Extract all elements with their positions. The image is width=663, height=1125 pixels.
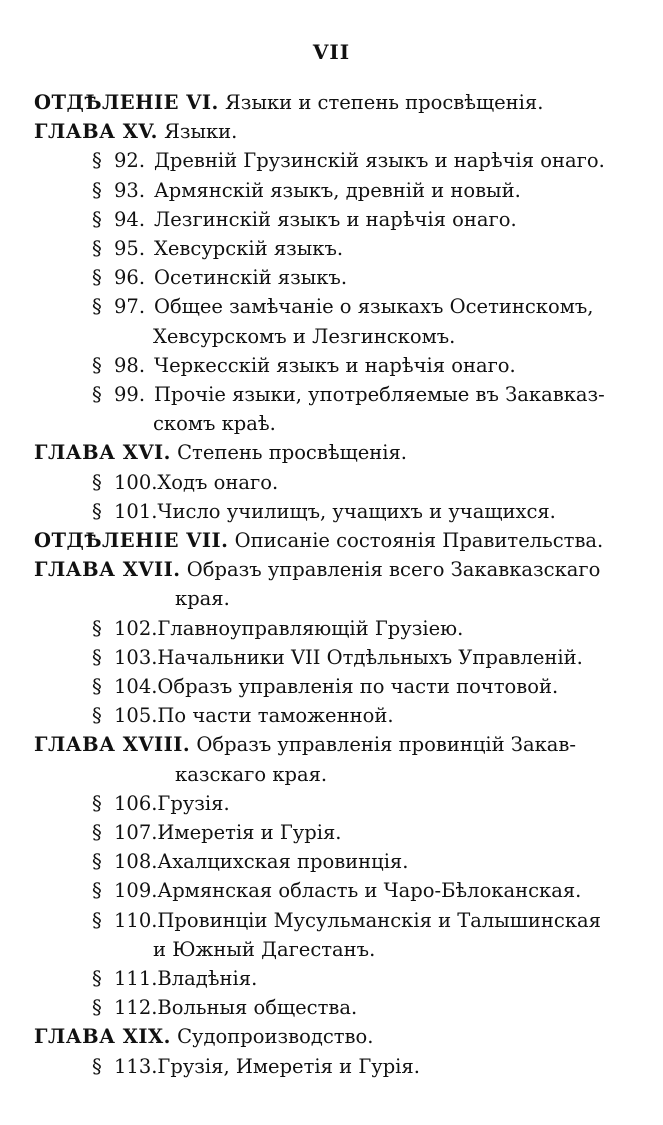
heading-line <box>0 526 663 555</box>
section-title: Владѣнія. <box>157 967 258 990</box>
section-line <box>0 876 663 905</box>
heading-line <box>0 438 663 467</box>
heading-label: ОТДѢЛЕНІЕ VI. <box>34 91 219 114</box>
heading-title: Языки. <box>157 120 238 144</box>
section-number: 98. <box>114 353 146 377</box>
heading-title: Описаніе состоянія Правительства. <box>228 529 604 552</box>
section-number: 94. <box>114 207 146 231</box>
continuation-text: казскаго края. <box>175 762 328 786</box>
section-line <box>0 497 663 526</box>
section-line <box>0 701 663 730</box>
continuation-text: скомъ краѣ. <box>153 412 276 436</box>
section-title: Вольныя общества. <box>157 996 358 1020</box>
section-line <box>0 847 663 876</box>
section-number: 109. <box>114 879 158 903</box>
section-symbol: § <box>92 645 102 669</box>
section-title: Грузія, Имеретія и Гурія. <box>157 1054 420 1078</box>
section-line <box>0 964 663 993</box>
section-symbol: § <box>92 295 102 319</box>
heading-line <box>0 555 663 584</box>
section-title: Черкесскій языкъ и нарѣчія онаго. <box>154 353 516 377</box>
section-number: 96. <box>114 266 146 290</box>
section-line <box>0 614 663 643</box>
section-symbol: § <box>92 908 102 932</box>
section-line <box>0 146 663 175</box>
section-title: По части таможенной. <box>157 704 394 728</box>
section-symbol: § <box>92 704 102 728</box>
section-line <box>0 292 663 321</box>
section-number: 99. <box>114 383 146 406</box>
continuation-line <box>0 409 663 438</box>
section-symbol: § <box>92 266 102 290</box>
section-title: Ходъ онаго. <box>157 470 279 494</box>
section-line <box>0 234 663 263</box>
section-line <box>0 263 663 292</box>
section-line <box>0 380 663 409</box>
heading-line <box>0 88 663 117</box>
heading-label: ГЛАВА XVII. <box>34 558 181 582</box>
section-symbol: § <box>92 353 102 377</box>
section-title: Осетинскій языкъ. <box>154 266 348 290</box>
section-line <box>0 205 663 234</box>
continuation-line <box>0 584 663 613</box>
continuation-text: края. <box>175 587 230 611</box>
section-number: 113. <box>114 1054 158 1078</box>
section-line <box>0 1052 663 1081</box>
section-title: Древній Грузинскій языкъ и нарѣчія онаго. <box>154 149 605 173</box>
continuation-text: и Южный Дагестанъ. <box>153 937 376 961</box>
section-symbol: § <box>92 791 102 815</box>
section-number: 92. <box>114 149 146 173</box>
section-number: 106. <box>114 791 158 815</box>
heading-title: Степень просвѣщенія. <box>170 441 407 465</box>
section-symbol: § <box>92 178 102 202</box>
section-title: Имеретія и Гурія. <box>157 821 342 844</box>
section-symbol: § <box>92 1054 102 1078</box>
section-symbol: § <box>92 996 102 1020</box>
section-title: Провинціи Мусульманскія и Талышинская <box>157 908 601 932</box>
section-title: Армянская область и Чаро-Бѣлоканская. <box>157 879 582 903</box>
section-number: 111. <box>114 967 158 990</box>
section-number: 97. <box>114 295 146 319</box>
heading-label: ГЛАВА XV. <box>34 120 158 144</box>
section-symbol: § <box>92 499 102 523</box>
heading-title: Языки и степень просвѣщенія. <box>218 91 544 114</box>
section-symbol: § <box>92 675 102 698</box>
section-symbol: § <box>92 470 102 494</box>
section-title: Грузія. <box>157 791 230 815</box>
section-line <box>0 468 663 497</box>
section-number: 112. <box>114 996 158 1020</box>
section-title: Главноуправляющій Грузіею. <box>157 616 464 640</box>
heading-title: Образъ управленія всего Закавказскаго <box>180 558 601 582</box>
section-line <box>0 351 663 380</box>
heading-line <box>0 730 663 759</box>
section-number: 100. <box>114 470 158 494</box>
continuation-line <box>0 760 663 789</box>
section-title: Начальники VII Отдѣльныхъ Управленій. <box>157 645 583 669</box>
heading-title: Образъ управленія провинцій Закав- <box>190 733 576 757</box>
heading-label: ГЛАВА XVIII. <box>34 733 191 757</box>
section-line <box>0 643 663 672</box>
section-number: 93. <box>114 178 146 202</box>
section-symbol: § <box>92 967 102 990</box>
section-symbol: § <box>92 237 102 260</box>
section-title: Хевсурскій языкъ. <box>154 237 344 260</box>
heading-line <box>0 117 663 146</box>
continuation-line <box>0 322 663 351</box>
section-title: Прочіе языки, употребляемые въ Закавказ- <box>154 383 605 406</box>
section-title: Общее замѣчаніе о языкахъ Осетинскомъ, <box>154 295 594 319</box>
section-title: Число училищъ, учащихъ и учащихся. <box>157 499 556 523</box>
section-symbol: § <box>92 149 102 173</box>
section-line <box>0 993 663 1022</box>
section-symbol: § <box>92 879 102 903</box>
section-symbol: § <box>92 821 102 844</box>
section-symbol: § <box>92 616 102 640</box>
page-number: VII <box>312 40 351 64</box>
section-title: Образъ управленія по части почтовой. <box>157 675 559 698</box>
section-line <box>0 906 663 935</box>
section-title: Армянскій языкъ, древній и новый. <box>154 178 521 202</box>
section-line <box>0 672 663 701</box>
heading-label: ГЛАВА XVI. <box>34 441 171 465</box>
section-line <box>0 818 663 847</box>
heading-line <box>0 1022 663 1051</box>
section-symbol: § <box>92 850 102 874</box>
section-number: 107. <box>114 821 158 844</box>
heading-label: ГЛАВА XIX. <box>34 1025 171 1049</box>
section-number: 104. <box>114 675 158 698</box>
section-number: 102. <box>114 616 158 640</box>
section-line <box>0 789 663 818</box>
section-number: 105. <box>114 704 158 728</box>
section-number: 110. <box>114 908 158 932</box>
section-number: 103. <box>114 645 158 669</box>
section-symbol: § <box>92 383 102 406</box>
section-number: 95. <box>114 237 146 260</box>
section-number: 101. <box>114 499 158 523</box>
continuation-text: Хевсурскомъ и Лезгинскомъ. <box>153 324 456 348</box>
section-title: Ахалцихская провинція. <box>157 850 409 874</box>
section-line <box>0 176 663 205</box>
heading-label: ОТДѢЛЕНІЕ VII. <box>34 529 229 552</box>
continuation-line <box>0 935 663 964</box>
section-number: 108. <box>114 850 158 874</box>
section-symbol: § <box>92 207 102 231</box>
heading-title: Судопроизводство. <box>170 1025 374 1049</box>
section-title: Лезгинскій языкъ и нарѣчія онаго. <box>154 207 517 231</box>
